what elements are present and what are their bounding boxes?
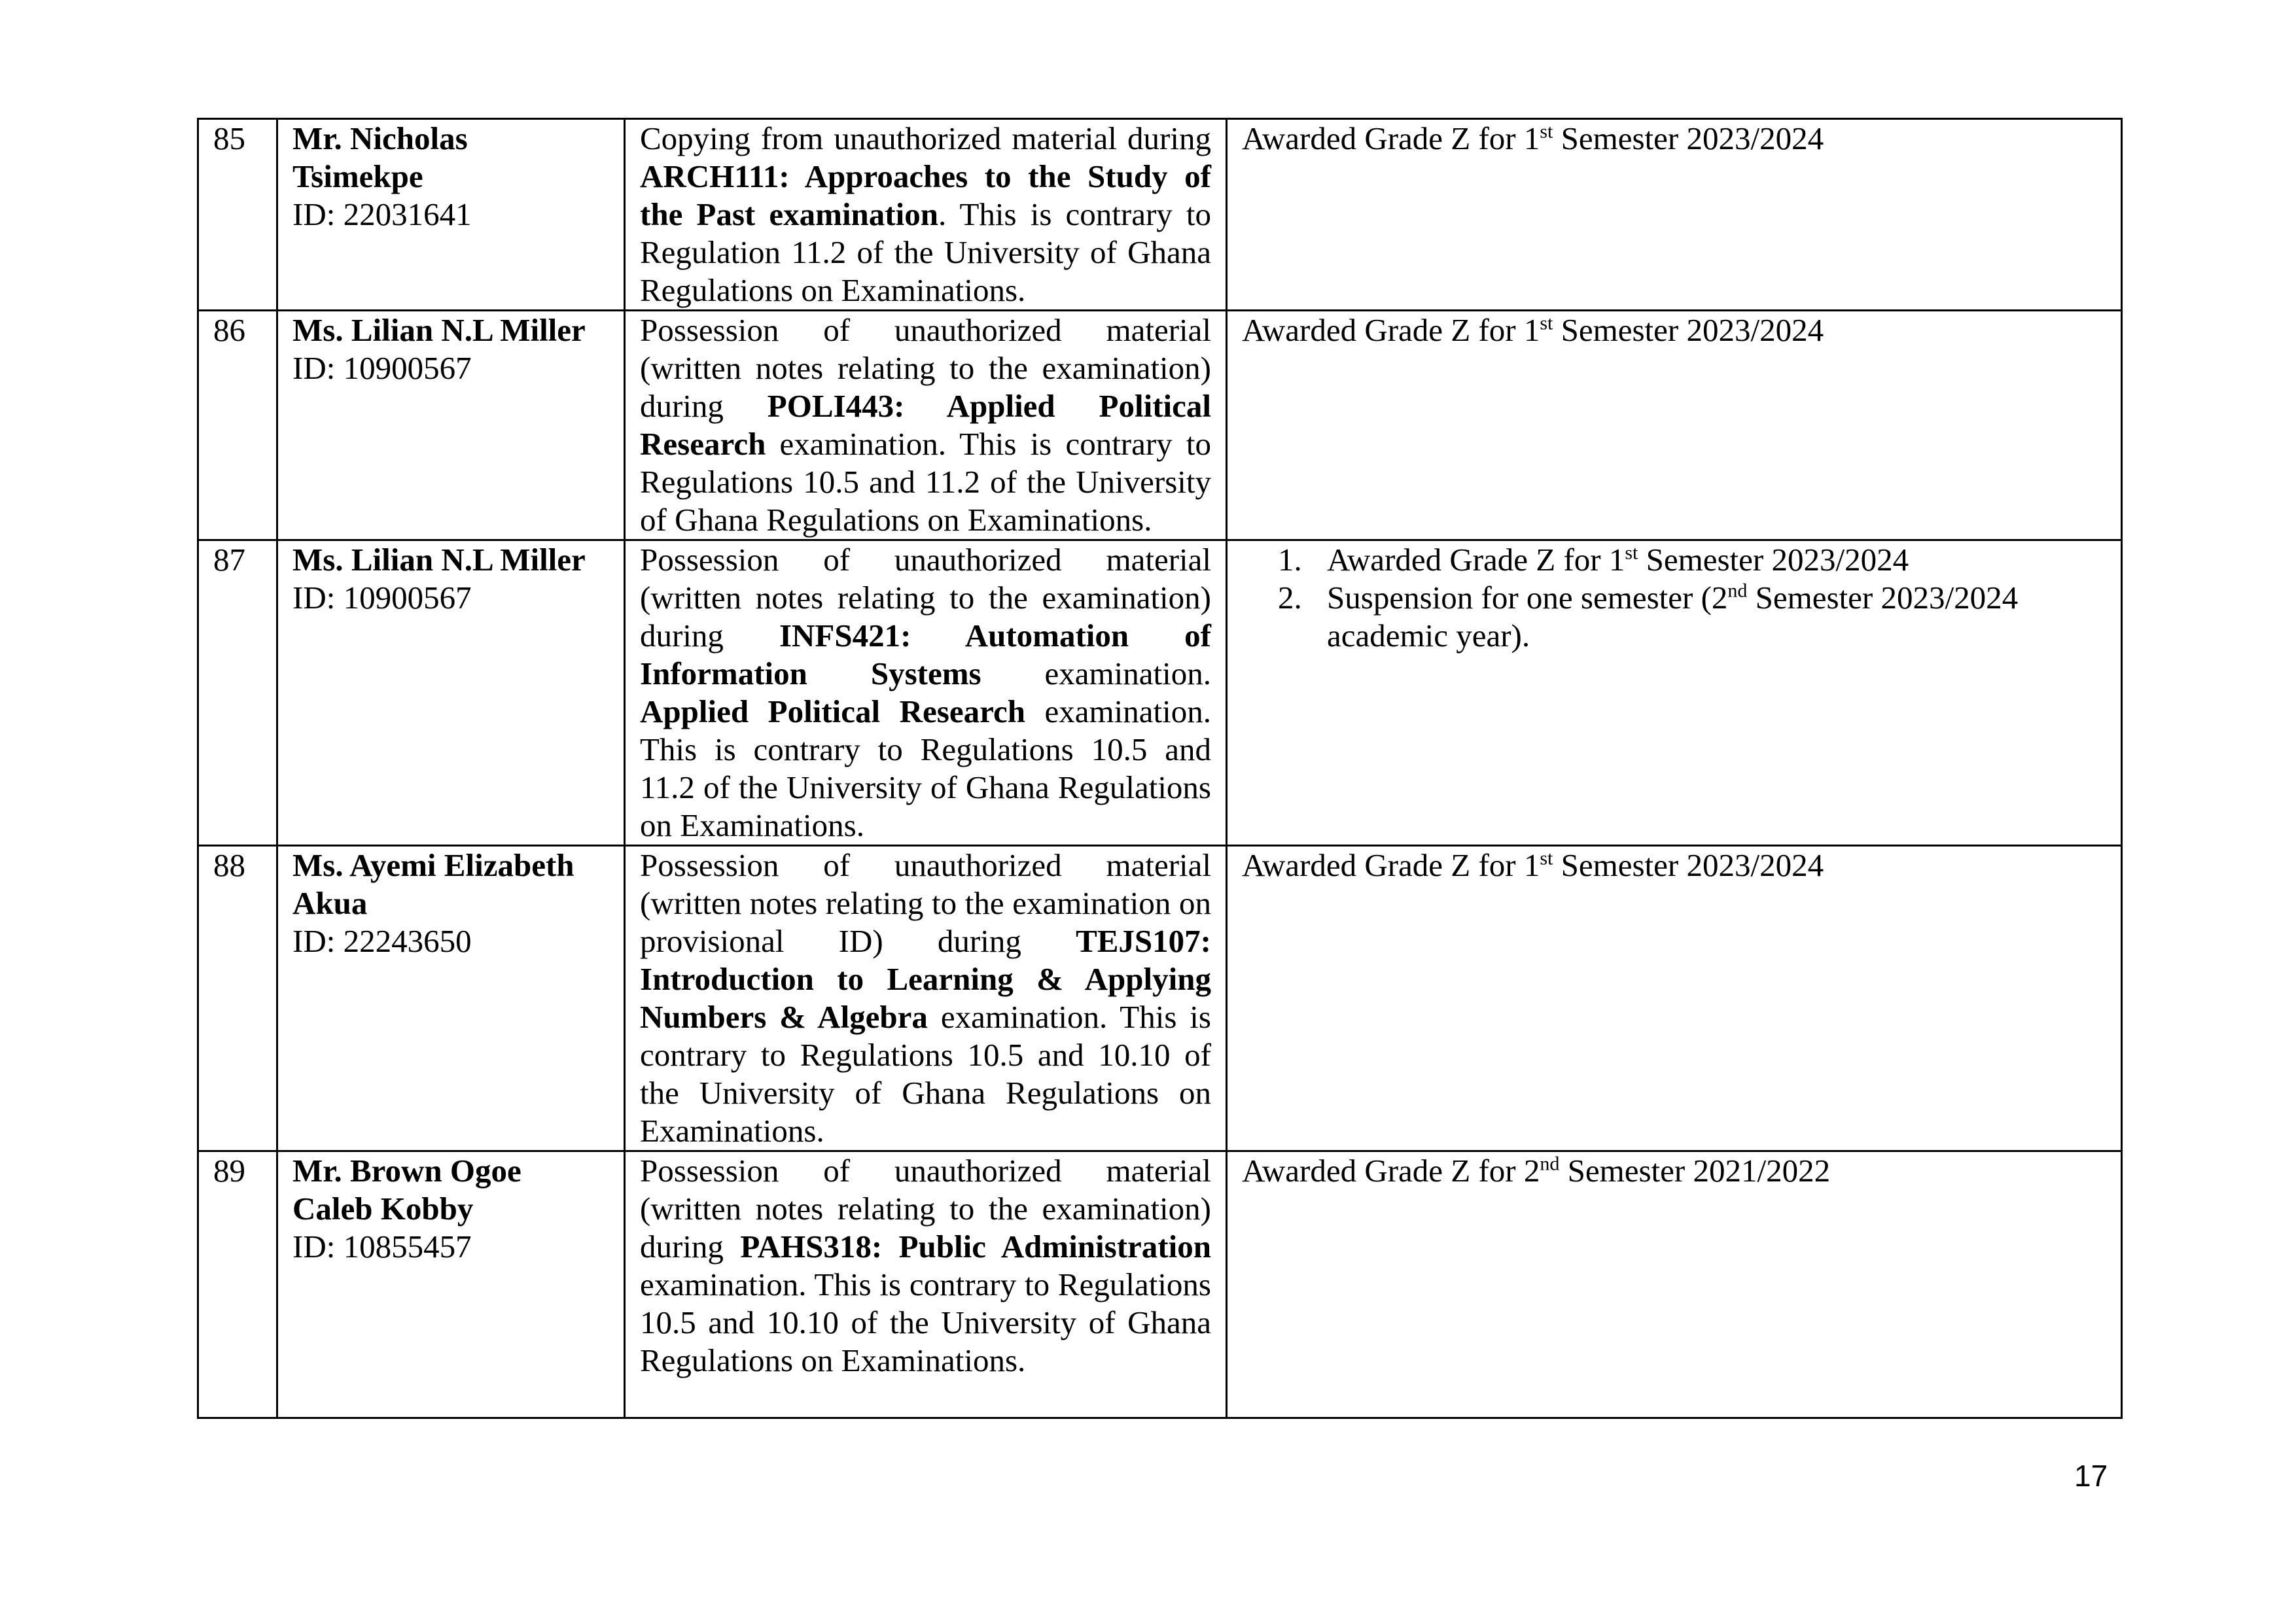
sanction — [1242, 120, 2106, 158]
sanction-text: Awarded Grade Z for 1 — [1242, 312, 1540, 348]
student-name: Ms. Lilian N.L Miller — [292, 312, 586, 348]
row-number: 89 — [213, 1153, 245, 1189]
sanction-text: Awarded Grade Z for 1 — [1327, 542, 1625, 578]
sanction-text: Awarded Grade Z for 2 — [1242, 1153, 1540, 1189]
sanction-list-item — [1278, 541, 2106, 579]
row-number-cell — [198, 846, 277, 1151]
sanction-cell — [1227, 311, 2122, 540]
offence-cell — [625, 119, 1227, 311]
sanction-text: Semester 2023/2024 — [1553, 120, 1824, 156]
row-number-cell — [198, 311, 277, 540]
disciplinary-table-container — [197, 118, 2121, 1419]
sanction-text: Semester 2023/2024 — [1553, 312, 1824, 348]
course-title: INFS421: Automation of Information Systems — [640, 618, 1211, 691]
sanction-cell — [1227, 1151, 2122, 1418]
ordinal-suffix: st — [1540, 312, 1553, 334]
student-cell — [277, 846, 625, 1151]
table-row — [198, 311, 2122, 540]
offence-cell — [625, 846, 1227, 1151]
sanction-list-item — [1278, 579, 2106, 655]
disciplinary-table — [197, 118, 2123, 1419]
sanction-cell — [1227, 119, 2122, 311]
table-row — [198, 119, 2122, 311]
row-number: 88 — [213, 847, 245, 883]
course-title: PAHS318: Public Administration — [740, 1229, 1211, 1265]
sanction-text: Awarded Grade Z for 1 — [1242, 847, 1540, 883]
ordinal-suffix: st — [1540, 847, 1553, 869]
sanction-text: Semester 2023/2024 — [1553, 847, 1824, 883]
student-name: Akua — [292, 885, 368, 921]
row-number-cell — [198, 1151, 277, 1418]
ordinal-suffix: st — [1540, 120, 1553, 143]
sanction — [1242, 1152, 2106, 1190]
student-name: Tsimekpe — [292, 158, 423, 194]
student-name: Caleb Kobby — [292, 1191, 474, 1227]
course-title: TEJS107: Introduction to Learning & Applying Numbers & Algebra — [640, 923, 1211, 1035]
student-name: Ms. Lilian N.L Miller — [292, 542, 586, 578]
student-name: Mr. Brown Ogoe — [292, 1153, 521, 1189]
offence-cell — [625, 540, 1227, 846]
offence-text: examination. This is contrary to Regulations 10.5 and 11.2 of the University of Ghana Regulations on Examinations. — [640, 426, 1211, 538]
course-title: POLI443: Applied Political Research — [640, 388, 1211, 462]
course-title: Applied Political Research — [640, 693, 1025, 729]
offence-text: . This is contrary to Regulation 11.2 of the University of Ghana Regulations on Examinations. — [640, 196, 1211, 308]
page-number: 17 — [2074, 1459, 2108, 1493]
sanction-list — [1242, 541, 2106, 655]
course-title: ARCH111: Approaches to the Study of the Past examination — [640, 158, 1211, 232]
sanction — [1242, 846, 2106, 884]
list-number: 2. — [1278, 580, 1302, 616]
sanction-cell — [1227, 846, 2122, 1151]
sanction-text: Semester 2023/2024 — [1638, 542, 1909, 578]
offence-text: Possession of unauthorized material (written notes relating to the examination) during — [640, 1153, 1211, 1265]
row-number: 85 — [213, 120, 245, 156]
ordinal-suffix: st — [1625, 542, 1638, 564]
row-number: 86 — [213, 312, 245, 348]
offence-text: Possession of unauthorized material (written notes relating to the examination) during — [640, 312, 1211, 424]
student-name: Ms. Ayemi Elizabeth — [292, 847, 574, 883]
sanction — [1242, 311, 2106, 349]
offence-text: Possession of unauthorized material (written notes relating to the examination) during — [640, 542, 1211, 654]
offence-text: examination. — [981, 655, 1211, 691]
student-cell — [277, 540, 625, 846]
student-id: ID: 22243650 — [292, 923, 472, 959]
table-row — [198, 846, 2122, 1151]
sanction-text: Suspension for one semester (2 — [1327, 580, 1728, 616]
student-id: ID: 10855457 — [292, 1229, 472, 1265]
sanction-text: Semester 2023/2024 academic year). — [1327, 580, 2019, 654]
table-body — [198, 119, 2122, 1418]
row-number: 87 — [213, 542, 245, 578]
sanction-text: Semester 2021/2022 — [1559, 1153, 1831, 1189]
student-cell — [277, 119, 625, 311]
ordinal-suffix: nd — [1540, 1153, 1560, 1175]
offence-text: Possession of unauthorized material (written notes relating to the examination on provisional ID) during — [640, 847, 1211, 959]
sanction-cell — [1227, 540, 2122, 846]
sanction-text: Awarded Grade Z for 1 — [1242, 120, 1540, 156]
student-cell — [277, 311, 625, 540]
offence-cell — [625, 311, 1227, 540]
offence-text: examination. This is contrary to Regulations 10.5 and 11.2 of the University of Ghana Regulations on Examinations. — [640, 693, 1212, 843]
row-number-cell — [198, 119, 277, 311]
offence-text: examination. This is contrary to Regulations 10.5 and 10.10 of the University of Ghana Regulations on Examinations. — [640, 999, 1211, 1149]
table-row — [198, 540, 2122, 846]
student-cell — [277, 1151, 625, 1418]
student-id: ID: 10900567 — [292, 350, 472, 386]
student-id: ID: 10900567 — [292, 580, 472, 616]
offence-cell — [625, 1151, 1227, 1418]
offence-text: examination. This is contrary to Regulations 10.5 and 10.10 of the University of Ghana Regulations on Examinations. — [640, 1266, 1211, 1378]
student-name: Mr. Nicholas — [292, 120, 468, 156]
offence-text: Copying from unauthorized material during — [640, 120, 1211, 156]
student-id: ID: 22031641 — [292, 196, 472, 232]
ordinal-suffix: nd — [1727, 580, 1748, 602]
row-number-cell — [198, 540, 277, 846]
list-number: 1. — [1278, 542, 1302, 578]
table-row — [198, 1151, 2122, 1418]
